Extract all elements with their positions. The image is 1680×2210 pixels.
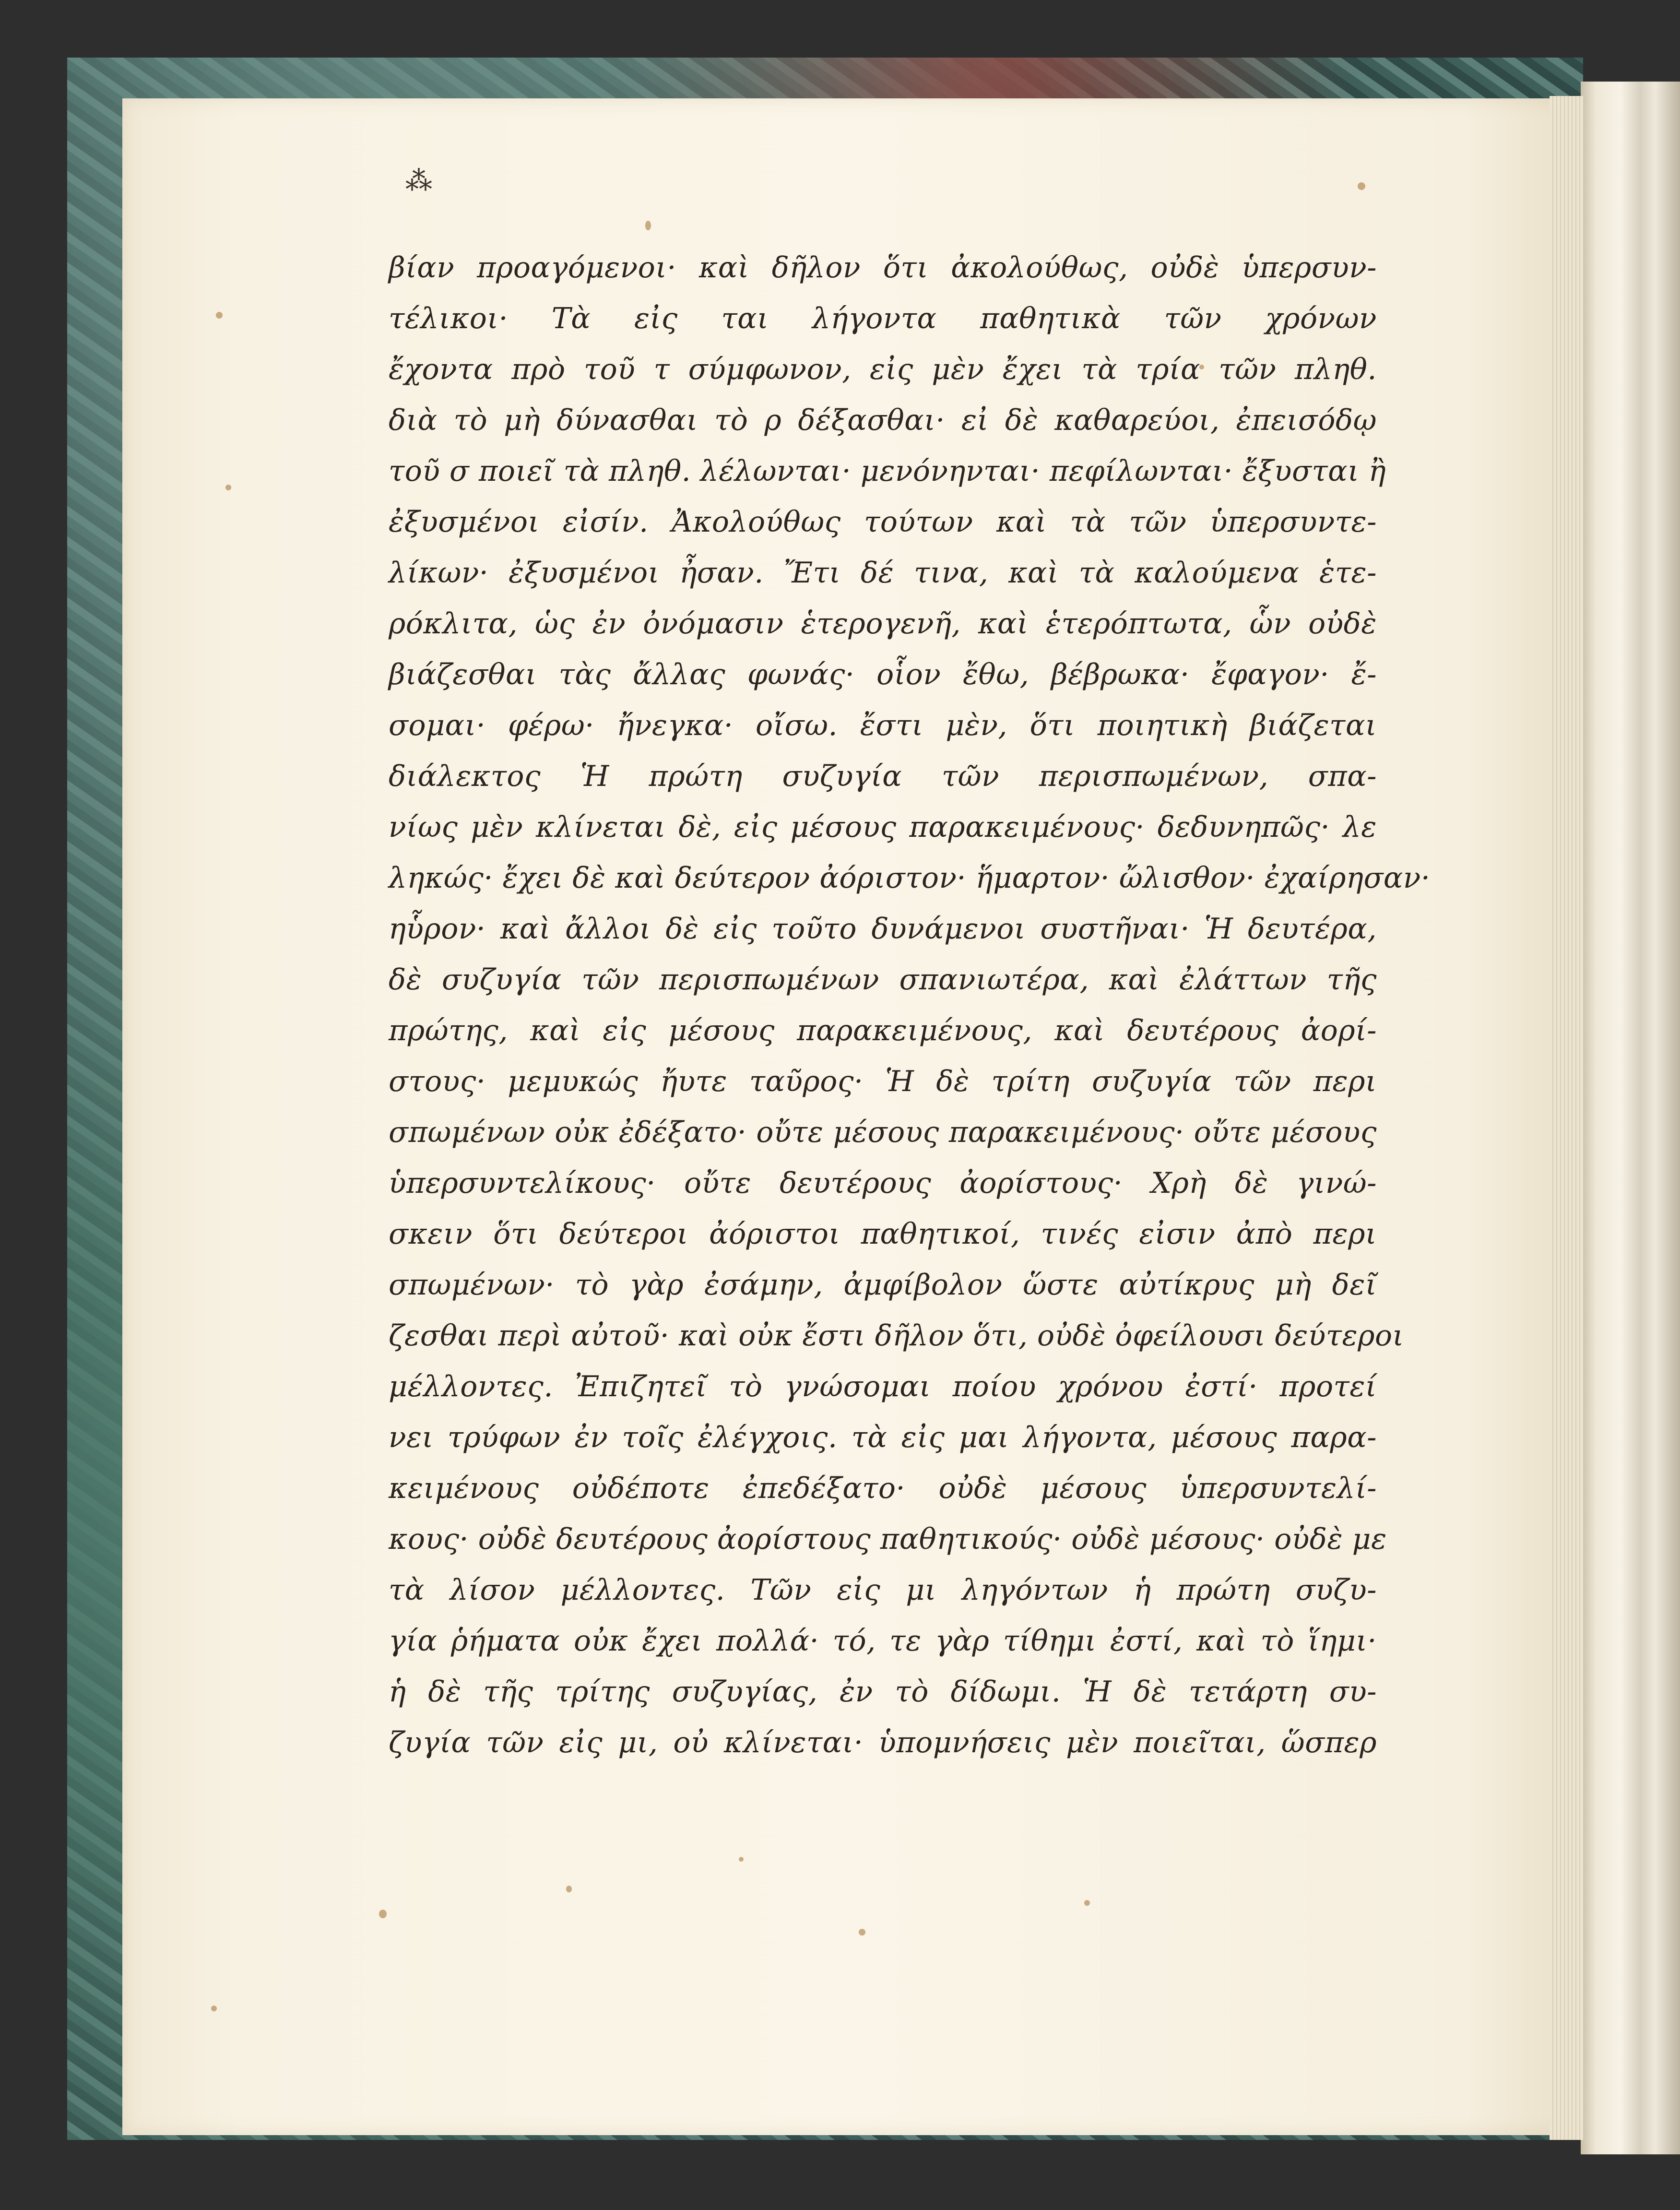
- foxing-spot: [1084, 1900, 1090, 1906]
- text-line: τέλικοι· Τὰ εἰς ται λήγοντα παθητικὰ τῶν χρόνων: [389, 302, 1377, 335]
- text-line: βίαν προαγόμενοι· καὶ δῆλον ὅτι ἀκολούθως, οὐδὲ ὑπερσυν-: [389, 251, 1377, 285]
- text-line: ὑπερσυντελίκους· οὔτε δευτέρους ἀορίστους· Χρὴ δὲ γινώ-: [389, 1166, 1377, 1200]
- foxing-spot: [859, 1929, 865, 1936]
- text-line: τοῦ σ ποιεῖ τὰ πληθ. λέλωνται· μενόνηνται· πεφίλωνται· ἔξυσται ἢ: [389, 454, 1386, 488]
- text-line: ἔχοντα πρὸ τοῦ τ σύμφωνον, εἰς μὲν ἔχει τὰ τρία τῶν πληθ.: [389, 353, 1377, 386]
- text-line: κους· οὐδὲ δευτέρους ἀορίστους παθητικούς· οὐδὲ μέσους· οὐδὲ με: [389, 1522, 1387, 1556]
- text-line: σκειν ὅτι δεύτεροι ἀόριστοι παθητικοί, τινές εἰσιν ἀπὸ περι: [389, 1217, 1377, 1251]
- text-line: γία ῥήματα οὐκ ἔχει πολλά· τό, τε γὰρ τίθημι ἐστί, καὶ τὸ ἵημι·: [389, 1624, 1377, 1658]
- text-line: ἡ δὲ τῆς τρίτης συζυγίας, ἐν τὸ δίδωμι. Ἡ δὲ τετάρτη συ-: [389, 1675, 1377, 1709]
- text-line: ηὗρον· καὶ ἄλλοι δὲ εἰς τοῦτο δυνάμενοι συστῆναι· Ἡ δευτέρα,: [389, 912, 1377, 946]
- foxing-spot: [225, 485, 231, 490]
- text-line: νει τρύφων ἐν τοῖς ἐλέγχοις. τὰ εἰς μαι λήγοντα, μέσους παρα-: [389, 1421, 1377, 1454]
- text-line: βιάζεσθαι τὰς ἄλλας φωνάς· οἷον ἔθω, βέβρωκα· ἔφαγον· ἔ-: [389, 658, 1377, 691]
- header-mark: ⁂: [405, 166, 432, 197]
- text-line: διὰ τὸ μὴ δύνασθαι τὸ ρ δέξασθαι· εἰ δὲ καθαρεύοι, ἐπεισόδῳ: [389, 404, 1377, 437]
- foxing-spot: [211, 2006, 217, 2011]
- text-block: [389, 242, 1431, 1768]
- foxing-spot: [566, 1886, 572, 1892]
- text-line: ζυγία τῶν εἰς μι, οὐ κλίνεται· ὑπομνήσεις μὲν ποιεῖται, ὥσπερ: [389, 1726, 1377, 1759]
- text-line: ζεσθαι περὶ αὐτοῦ· καὶ οὐκ ἔστι δῆλον ὅτι, οὐδὲ ὀφείλουσι δεύτεροι: [389, 1319, 1404, 1353]
- page-edges: [1550, 96, 1583, 2140]
- text-line: διάλεκτος Ἡ πρώτη συζυγία τῶν περισπωμένων, σπα-: [389, 760, 1377, 793]
- text-line: ρόκλιτα, ὡς ἐν ὀνόμασιν ἑτερογενῆ, καὶ ἑτερόπτωτα, ὧν οὐδὲ: [389, 607, 1377, 641]
- text-line: λίκων· ἐξυσμένοι ἦσαν. Ἔτι δέ τινα, καὶ τὰ καλούμενα ἑτε-: [389, 556, 1377, 590]
- text-line: πρώτης, καὶ εἰς μέσους παρακειμένους, καὶ δευτέρους ἀορί-: [389, 1014, 1377, 1047]
- text-line: ληκώς· ἔχει δὲ καὶ δεύτερον ἀόριστον· ἥμαρτον· ὤλισθον· ἐχαίρησαν·: [389, 861, 1431, 895]
- text-line: ἐξυσμένοι εἰσίν. Ἀκολούθως τούτων καὶ τὰ τῶν ὑπερσυντε-: [389, 505, 1377, 539]
- text-line: σπωμένων οὐκ ἐδέξατο· οὔτε μέσους παρακειμένους· οὔτε μέσους: [389, 1116, 1377, 1149]
- foxing-spot: [645, 221, 651, 230]
- text-line: δὲ συζυγία τῶν περισπωμένων σπανιωτέρα, καὶ ἐλάττων τῆς: [389, 963, 1377, 997]
- text-line: νίως μὲν κλίνεται δὲ, εἰς μέσους παρακειμένους· δεδυνηπῶς· λε: [389, 810, 1377, 844]
- text-line: κειμένους οὐδέποτε ἐπεδέξατο· οὐδὲ μέσους ὑπερσυντελί-: [389, 1472, 1377, 1505]
- foxing-spot: [216, 312, 223, 319]
- foxing-spot: [379, 1910, 387, 1918]
- foxing-spot: [739, 1857, 744, 1862]
- text-line: σομαι· φέρω· ἤνεγκα· οἴσω. ἔστι μὲν, ὅτι ποιητικὴ βιάζεται: [389, 709, 1377, 742]
- text-line: μέλλοντες. Ἐπιζητεῖ τὸ γνώσομαι ποίου χρόνου ἐστί· προτεί: [389, 1370, 1377, 1403]
- text-line: στους· μεμυκώς ἤυτε ταῦρος· Ἡ δὲ τρίτη συζυγία τῶν περι: [389, 1065, 1377, 1098]
- text-line: τὰ λίσον μέλλοντες. Τῶν εἰς μι ληγόντων ἡ πρώτη συζυ-: [389, 1573, 1377, 1607]
- book-gutter: [1581, 82, 1680, 2154]
- text-line: σπωμένων· τὸ γὰρ ἐσάμην, ἀμφίβολον ὥστε αὐτίκρυς μὴ δεῖ: [389, 1268, 1377, 1302]
- foxing-spot: [1358, 182, 1365, 190]
